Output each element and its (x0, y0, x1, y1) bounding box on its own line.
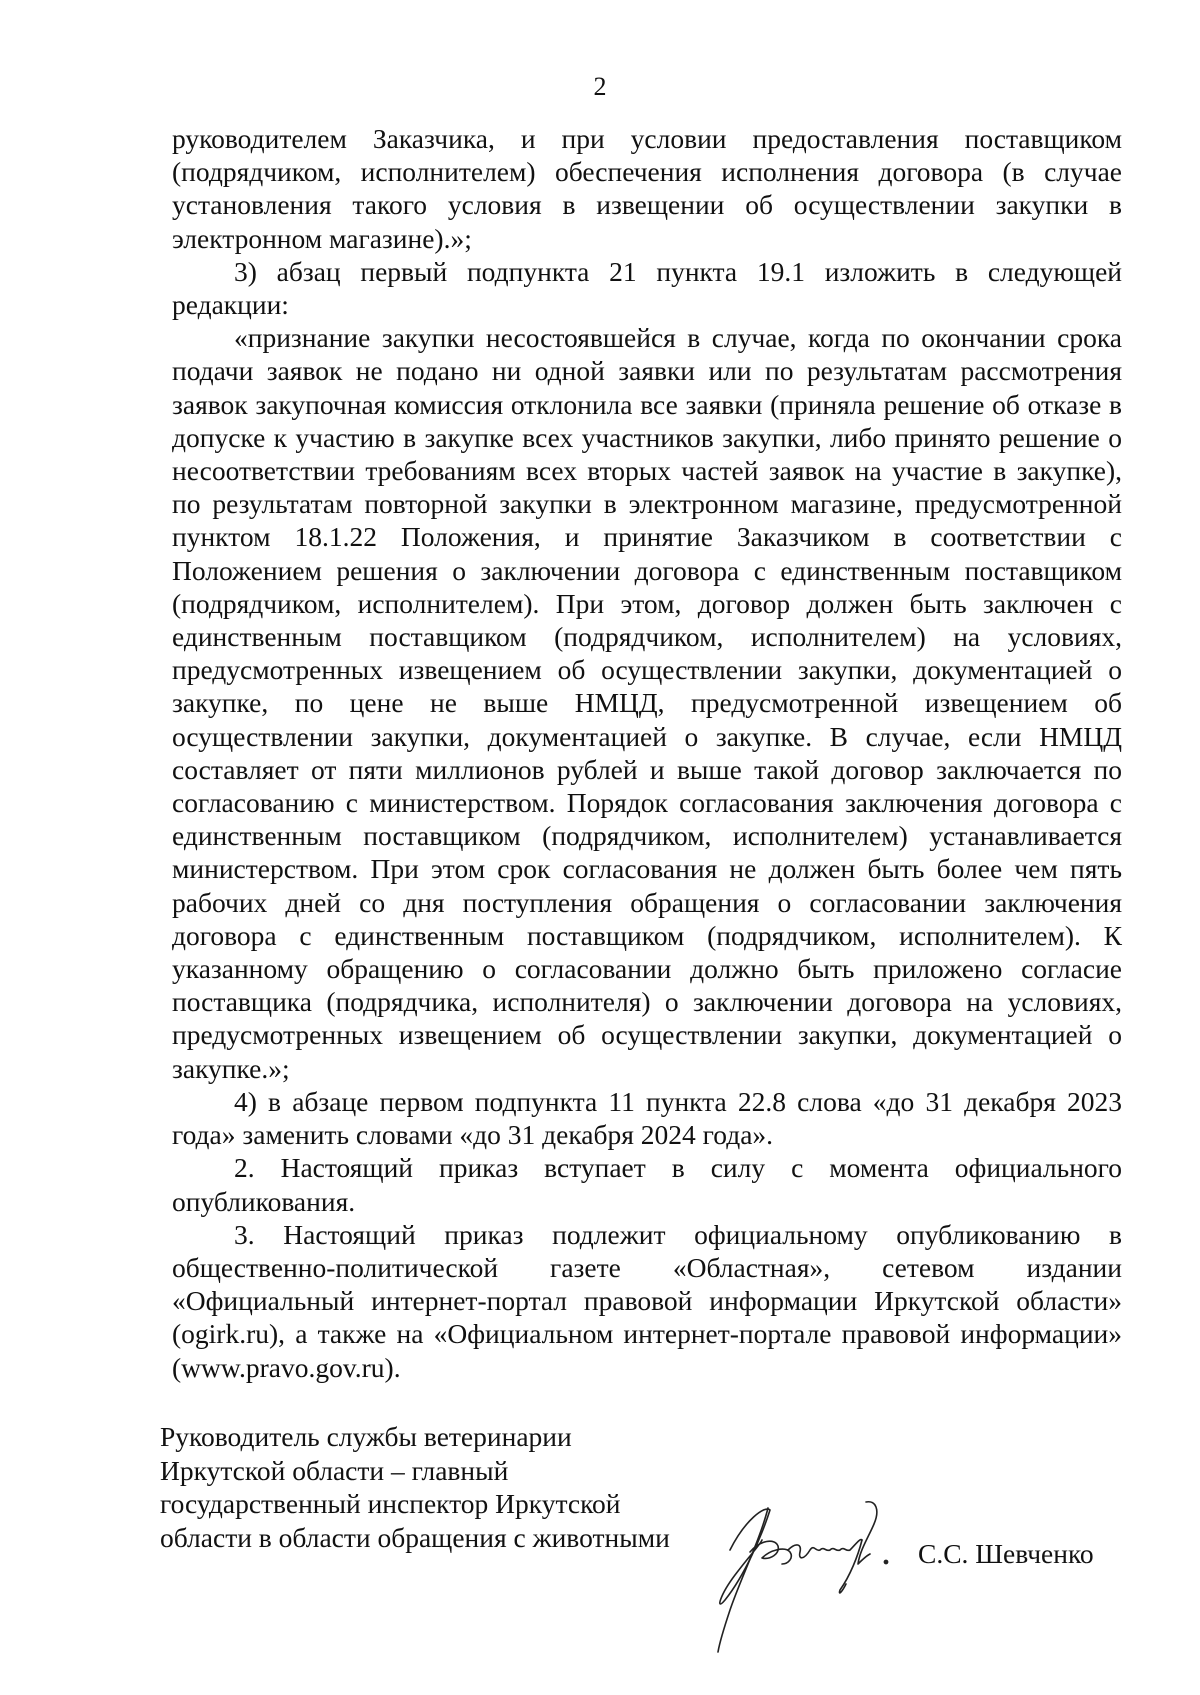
paragraph-item-4: 4) в абзаце первом подпункта 11 пункта 22.8 слова «до 31 декабря 2023 года» заменить словами «до 31 декабря 2024 года». (172, 1085, 1122, 1151)
signer-title-line: государственный инспектор Иркутской (160, 1488, 621, 1520)
paragraph-continuation: руководителем Заказчика, и при условии предоставления поставщиком (подрядчиком, исполнителем) обеспечения исполнения договора (в случае установления такого условия в извещении об осуществлении закупки в электронном магазине).»; (172, 123, 1122, 254)
signature-block (160, 1420, 1160, 1554)
signer-title-line: Руководитель службы ветеринарии (160, 1421, 572, 1452)
signer-title-line: области в области обращения с животными (160, 1521, 670, 1553)
handwritten-signature (690, 1480, 930, 1660)
paragraph-section-3: 3. Настоящий приказ подлежит официальному опубликованию в общественно-политической газете «Областная», сетевом издании «Официальный интернет-портал правовой информации Иркутской области» (ogirk.ru), а также на «Официальном интернет-портале правовой информации» (www.pravo.gov.ru). (172, 1218, 1122, 1383)
paragraph-section-2: 2. Настоящий приказ вступает в силу с момента официального опубликования. (172, 1152, 1122, 1217)
signer-title-line: Иркутской области – главный (160, 1454, 509, 1486)
page-number: 2 (593, 72, 607, 101)
paragraph-item-3: 3) абзац первый подпункта 21 пункта 19.1 изложить в следующей редакции: (172, 255, 1122, 321)
signer-name: С.С. Шевченко (918, 1538, 1094, 1569)
paragraph-quote: «признание закупки несостоявшейся в случае, когда по окончании срока подачи заявок не подано ни одной заявки или по результатам рассмотрения заявок закупочная комиссия отклонила все заявки (приняла решение об отказе в допуске к участию в закупке всех участников закупки, либо принято решение о несоответствии требованиям всех вторых частей заявок на участие в закупке), по результатам повторной закупки в электронном магазине, предусмотренной пунктом 18.1.22 Положения, и принятие Заказчиком в соответствии с Положением решения о заключении договора с единственным поставщиком (подрядчиком, исполнителем). При этом, договор должен быть заключен с единственным поставщиком (подрядчиком, исполнителем) на условиях, предусмотренных извещением об осуществлении закупки, документацией о закупке, по цене не выше НМЦД, предусмотренной извещением об осуществлении закупки, документацией о закупке. В случае, если НМЦД составляет от пяти миллионов рублей и выше такой договор заключается по согласованию с министерством. Порядок согласования заключения договора с единственным поставщиком (подрядчиком, исполнителем) устанавливается министерством. При этом срок согласования не должен быть более чем пять рабочих дней со дня поступления обращения о согласовании заключения договора с единственным поставщиком (подрядчиком, исполнителем). К указанному обращению о согласовании должно быть приложено согласие поставщика (подрядчика, исполнителя) о заключении договора на условиях, предусмотренных извещением об осуществлении закупки, документацией о закупке.»; (172, 322, 1122, 1084)
document-body (172, 122, 1122, 1384)
